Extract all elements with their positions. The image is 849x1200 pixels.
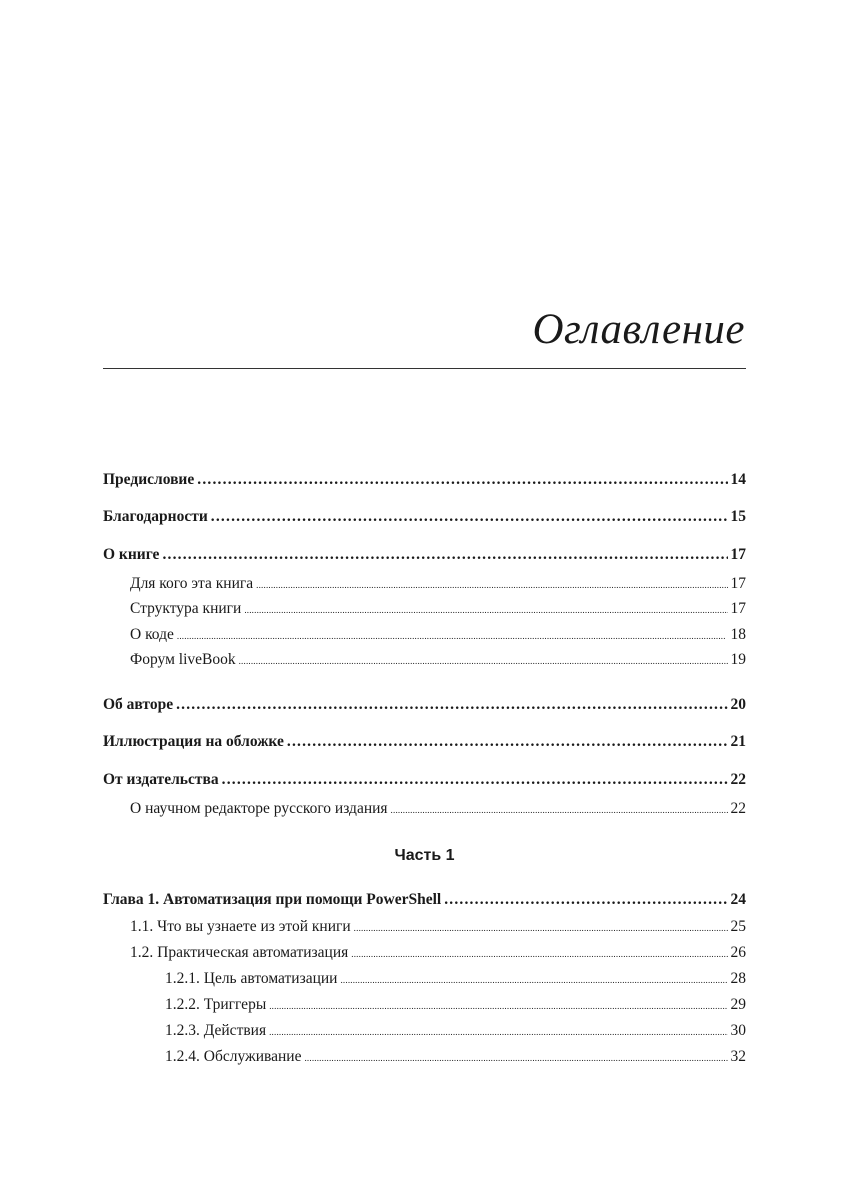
toc-entry-page: 20 <box>730 696 746 713</box>
toc-entry-scientific-editor[interactable] <box>103 800 746 824</box>
toc-entry-page: 15 <box>730 508 746 525</box>
toc-entry-page: 18 <box>730 626 746 643</box>
toc-entry-page: 24 <box>730 891 746 908</box>
toc-entry-page: 22 <box>730 800 746 817</box>
toc-entry-1-2-3[interactable] <box>103 1022 746 1046</box>
toc-entry-page: 22 <box>730 771 746 788</box>
dot-leader <box>256 580 727 590</box>
toc-entry-page: 32 <box>730 1048 746 1065</box>
toc-entry-publisher[interactable] <box>103 771 746 795</box>
toc-entry-page: 28 <box>730 970 746 987</box>
toc-entry-about-code[interactable] <box>103 626 746 650</box>
dot-leader <box>197 471 727 489</box>
toc-entry-label: 1.2.2. Триггеры <box>165 996 267 1013</box>
toc-entry-label: 1.2.1. Цель автоматизации <box>165 970 338 987</box>
dot-leader <box>244 605 727 615</box>
toc-entry-label: Структура книги <box>130 600 242 617</box>
toc-entry-page: 17 <box>730 575 746 592</box>
dot-leader <box>162 546 727 564</box>
toc-entry-label: Для кого эта книга <box>130 575 254 592</box>
toc-entry-label: О коде <box>130 626 174 643</box>
toc-entry-label: Иллюстрация на обложке <box>103 733 284 750</box>
toc-entry-preface[interactable] <box>103 471 746 495</box>
dot-leader <box>177 631 728 641</box>
toc-entry-label: 1.2. Практическая автоматизация <box>130 944 349 961</box>
dot-leader <box>239 656 728 666</box>
page-title: Оглавление <box>532 306 745 353</box>
toc-entry-1-1[interactable] <box>103 918 746 942</box>
dot-leader <box>269 1001 727 1011</box>
toc-entry-1-2-4[interactable] <box>103 1048 746 1072</box>
dot-leader <box>176 696 727 714</box>
dot-leader <box>269 1027 727 1037</box>
dot-leader <box>351 949 727 959</box>
toc-entry-page: 19 <box>730 651 746 668</box>
toc-entry-acknowledgements[interactable] <box>103 508 746 532</box>
toc-entry-label: Благодарности <box>103 508 208 525</box>
dot-leader <box>287 733 728 751</box>
toc-entry-cover-illustration[interactable] <box>103 733 746 757</box>
toc-entry-audience[interactable] <box>103 575 746 599</box>
toc-entry-structure[interactable] <box>103 600 746 624</box>
toc-entry-page: 30 <box>730 1022 746 1039</box>
toc-entry-page: 21 <box>730 733 746 750</box>
toc-entry-label: 1.2.3. Действия <box>165 1022 267 1039</box>
toc-entry-label: Об авторе <box>103 696 174 713</box>
dot-leader <box>354 923 728 933</box>
toc-entry-label: 1.2.4. Обслуживание <box>165 1048 302 1065</box>
toc-entry-label: Глава 1. Автоматизация при помощи PowerShell <box>103 891 442 908</box>
toc-entry-about-author[interactable] <box>103 696 746 720</box>
title-rule <box>103 368 746 369</box>
toc-entry-forum[interactable] <box>103 651 746 675</box>
toc-entry-1-2-1[interactable] <box>103 970 746 994</box>
toc-entry-label: О книге <box>103 546 160 563</box>
toc-entry-label: 1.1. Что вы узнаете из этой книги <box>130 918 351 935</box>
dot-leader <box>340 975 727 985</box>
toc-entry-label: От издательства <box>103 771 219 788</box>
dot-leader <box>444 891 727 909</box>
toc-entry-chapter-1[interactable] <box>103 891 746 915</box>
toc-entry-page: 25 <box>730 918 746 935</box>
toc-entry-about-book[interactable] <box>103 546 746 570</box>
dot-leader <box>391 805 728 815</box>
dot-leader <box>222 771 728 789</box>
toc-entry-label: О научном редакторе русского издания <box>130 800 388 817</box>
toc-entry-page: 26 <box>730 944 746 961</box>
toc-entry-1-2-2[interactable] <box>103 996 746 1020</box>
toc-entry-page: 29 <box>730 996 746 1013</box>
toc-entry-label: Форум liveBook <box>130 651 236 668</box>
dot-leader <box>211 508 728 526</box>
toc-entry-1-2[interactable] <box>103 944 746 968</box>
toc-entry-page: 17 <box>730 600 746 617</box>
part-heading: Часть 1 <box>394 847 455 864</box>
toc-entry-page: 17 <box>730 546 746 563</box>
toc-entry-label: Предисловие <box>103 471 195 488</box>
dot-leader <box>304 1053 727 1063</box>
toc-entry-page: 14 <box>730 471 746 488</box>
